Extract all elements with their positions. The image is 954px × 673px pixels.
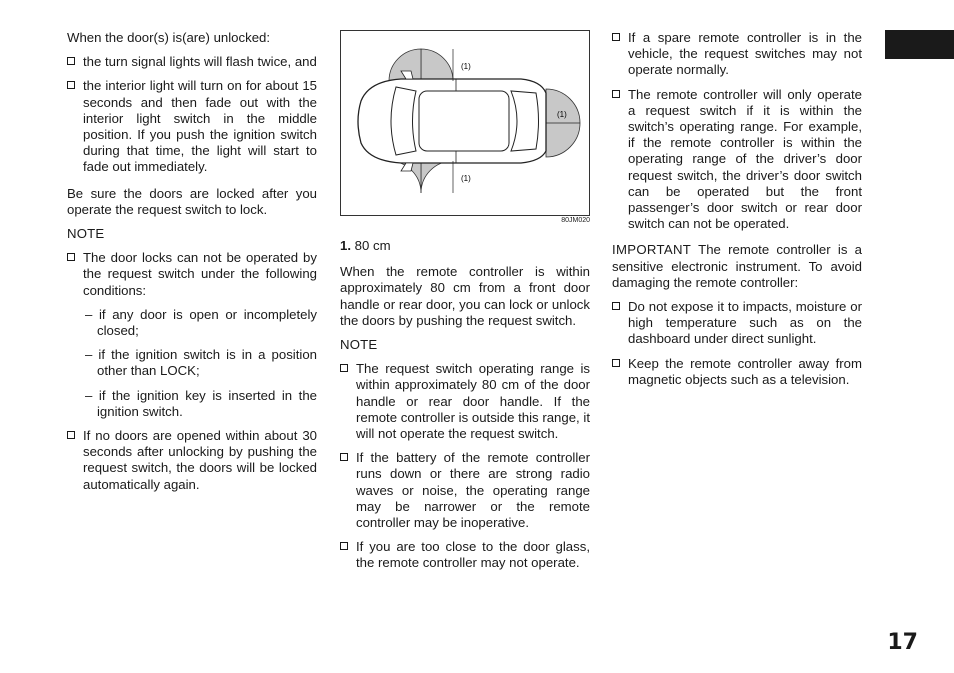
list-item: If the battery of the remote controller runs down or there are strong radio waves or noise, the operating range may be narrower or the remote controller may be inoperative.	[340, 450, 590, 531]
list-item: the interior light will turn on for about 15 seconds and then fade out with the interior light switch in the middle position. If you push the ignition switch during that time, the light will start to fade out immediately.	[67, 78, 317, 175]
checkbox-bullet-icon	[612, 33, 620, 41]
label-bottom: (1)	[461, 174, 471, 183]
label-right: (1)	[557, 110, 567, 119]
checkbox-bullet-icon	[612, 90, 620, 98]
column-3	[612, 30, 862, 396]
label-top: (1)	[461, 62, 471, 71]
column-2	[340, 30, 590, 580]
checkbox-bullet-icon	[612, 302, 620, 310]
checkbox-bullet-icon	[340, 364, 348, 372]
list-item: The door locks can not be operated by the request switch under the following conditions:	[67, 250, 317, 299]
note-label: NOTE	[67, 226, 105, 242]
legend-text: 80 cm	[354, 238, 391, 253]
list-item: If a spare remote controller is in the vehicle, the request switches may not operate normally.	[612, 30, 862, 79]
list-item: Do not expose it to impacts, moisture or high temperature such as on the dashboard under direct sunlight.	[612, 299, 862, 348]
checkbox-bullet-icon	[340, 453, 348, 461]
list-item: Keep the remote controller away from magnetic objects such as a television.	[612, 356, 862, 388]
note-label: NOTE	[340, 337, 378, 353]
dash-item: – if the ignition key is inserted in the ignition switch.	[85, 387, 317, 419]
paragraph: Be sure the doors are locked after you operate the request switch to lock.	[67, 185, 317, 217]
important-text: The remote controller is a sensitive electronic instrument. To avoid damaging the remote controller:	[612, 242, 862, 290]
dash-item: – if any door is open or incompletely closed;	[85, 306, 317, 339]
checkbox-bullet-icon	[612, 359, 620, 367]
list-item: the turn signal lights will flash twice, and	[67, 54, 317, 70]
column-1	[67, 30, 317, 501]
section-tab	[885, 30, 954, 59]
checkbox-bullet-icon	[67, 253, 75, 261]
dash-item: – if the ignition switch is in a position other than LOCK;	[85, 347, 317, 379]
important-label: IMPORTANT	[612, 242, 692, 258]
checkbox-bullet-icon	[67, 57, 75, 65]
checkbox-bullet-icon	[340, 542, 348, 550]
figure-legend	[340, 238, 590, 254]
paragraph: When the remote controller is within approximately 80 cm from a front door handle or rear door, you can lock or unlock the doors by pushing the request switch.	[340, 264, 590, 328]
list-item: The request switch operating range is within approximately 80 cm of the door handle or rear door handle. If the remote controller is outside this range, it will not operate the request switch.	[340, 361, 590, 442]
important-paragraph	[612, 242, 862, 291]
list-item: If you are too close to the door glass, the remote controller may not operate.	[340, 539, 590, 571]
list-item: The remote controller will only operate a request switch if it is within the switch’s operating range. For example, if the remote controller is within the operating range of the driver’s door request switch, the driver’s door switch can be operated but the front passenger’s door switch or rear door switch can not be operated.	[612, 87, 862, 233]
checkbox-bullet-icon	[67, 431, 75, 439]
checkbox-bullet-icon	[67, 81, 75, 89]
figure-code: 80JM020	[561, 217, 590, 224]
legend-number: 1.	[340, 238, 351, 253]
intro-text: When the door(s) is(are) unlocked:	[67, 30, 271, 45]
list-item: If no doors are opened within about 30 seconds after unlocking by pushing the request switch, the doors will be locked automatically again.	[67, 428, 317, 493]
page-number: 17	[887, 630, 918, 655]
